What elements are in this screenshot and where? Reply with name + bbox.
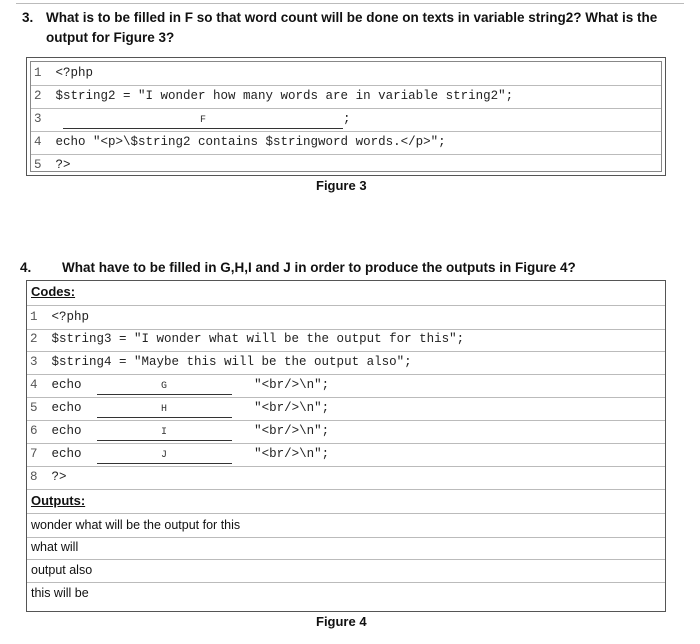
figure-4-caption: Figure 4 [316,614,367,629]
output-line: output also [27,559,665,583]
code-line-3: 3 $string4 = "Maybe this will be the output also"; [27,351,665,375]
blank-g[interactable]: G [97,380,232,395]
figure-4-box [26,280,666,612]
output-line: this will be [31,586,89,600]
code-line-4: 4 echo G "<br/>\n"; [27,374,665,398]
codes-label: Codes: [31,284,76,299]
figure-3-caption: Figure 3 [316,178,367,193]
code-line-8: 8 ?> [27,466,665,490]
code-line-3: 3 F ; [31,108,661,132]
figure-3-code-box [26,57,666,176]
code-line-4: 4 echo "<p>\$string2 contains $stringword words.</p>"; [31,131,661,155]
blank-i[interactable]: I [97,426,232,441]
question-3-number: 3. [22,10,34,25]
code-line-1: 1 <?php [31,62,661,86]
blank-j[interactable]: J [97,449,232,464]
question-4-number: 4. [20,260,32,275]
code-line-5: 5 echo H "<br/>\n"; [27,397,665,421]
figure-3-code-inner [30,61,662,172]
blank-f[interactable]: F [63,114,343,129]
code-line-7: 7 echo J "<br/>\n"; [27,443,665,467]
code-line-5: 5 ?> [34,158,71,172]
question-3 [22,8,672,48]
blank-h[interactable]: H [97,403,232,418]
question-3-text: What is to be filled in F so that word count will be done on texts in variable string2? What is the output for Figure 3? [46,10,658,45]
output-line: wonder what will be the output for this [27,513,665,538]
question-4-text: What have to be filled in G,H,I and J in order to produce the outputs in Figure 4? [62,260,576,275]
outputs-label: Outputs: [31,493,86,508]
code-line-1: 1 <?php [27,305,665,330]
output-line: what will [27,536,665,560]
code-line-6: 6 echo I "<br/>\n"; [27,420,665,444]
code-line-2: 2 $string2 = "I wonder how many words are in variable string2"; [31,85,661,109]
question-4 [20,258,670,278]
code-line-2: 2 $string3 = "I wonder what will be the output for this"; [27,328,665,352]
top-rule [16,3,684,4]
